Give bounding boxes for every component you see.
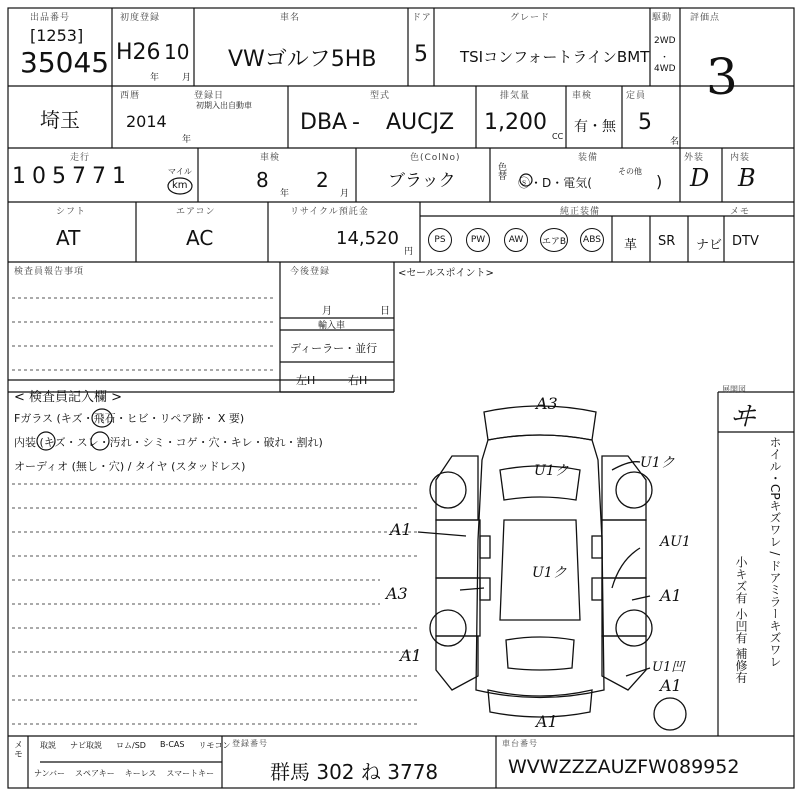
equip-aw: AW bbox=[504, 228, 528, 252]
import-label: 輸入車 bbox=[318, 321, 346, 331]
first-reg-month: 10 bbox=[164, 40, 190, 64]
sales-point-label: <セールスポイント> bbox=[398, 268, 494, 279]
first-reg-label: 初度登録 bbox=[120, 13, 161, 23]
features-other: その他 bbox=[618, 167, 642, 176]
inspector-line-glass: Fガラス (キズ・飛石・ヒビ・リペア跡・ X 要) bbox=[14, 412, 245, 425]
mileage-digit: 0 bbox=[32, 164, 46, 189]
color: ブラック bbox=[388, 171, 456, 191]
mark-right-rear-dent: U1凹 bbox=[652, 660, 685, 675]
reg-no: 群馬 302 ね 3778 bbox=[270, 760, 439, 784]
shift: AT bbox=[56, 226, 81, 250]
mark-right-rear-door: A1 bbox=[660, 586, 682, 605]
inspection-label: 車検 bbox=[260, 153, 281, 163]
footer-side-label: メモ bbox=[12, 740, 22, 758]
grade-label: グレード bbox=[510, 13, 551, 23]
equipment-label: 純正装備 bbox=[560, 207, 601, 217]
color-change-label: 色替 bbox=[496, 162, 506, 180]
inspect-month: 2 bbox=[316, 168, 329, 192]
footer-item: スマートキー bbox=[166, 769, 215, 778]
car-name-label: 車名 bbox=[280, 13, 301, 23]
mark-hood: U1ク bbox=[534, 463, 569, 479]
lot-bracket: [1253] bbox=[30, 26, 84, 45]
grade: TSIコンフォートラインBMT bbox=[460, 48, 650, 66]
dealer-parallel: ディーラー・並行 bbox=[290, 342, 378, 355]
drive-2wd: 2WD bbox=[654, 36, 676, 46]
model-label: 型式 bbox=[370, 91, 391, 101]
capacity: 5 bbox=[638, 110, 652, 135]
capacity-label: 定員 bbox=[626, 91, 647, 101]
mileage-unit-mile: マイル bbox=[168, 167, 192, 176]
mileage-digit: 1 bbox=[112, 164, 126, 189]
model-code-dash: - bbox=[352, 110, 360, 135]
first-reg-m: 月 bbox=[182, 73, 192, 83]
displacement: 1,200 bbox=[484, 110, 547, 135]
chassis-no: WVWZZZAUZFW089952 bbox=[508, 756, 740, 778]
equip-leather: 革 bbox=[624, 238, 638, 253]
footer-item: キーレス bbox=[124, 769, 157, 778]
cc-unit: CC bbox=[552, 132, 564, 141]
aircon-label: エアコン bbox=[176, 207, 216, 217]
exterior-grade: D bbox=[690, 164, 710, 192]
mileage-unit-km: km bbox=[172, 180, 188, 191]
mark-left-rear-door: A3 bbox=[386, 584, 408, 603]
mileage-digit: 7 bbox=[72, 164, 86, 189]
drive-label: 駆動 bbox=[652, 13, 673, 23]
side-handwritten: ヰ bbox=[730, 402, 757, 432]
inspect-m: 月 bbox=[340, 189, 350, 199]
model-year-label: 西暦 bbox=[120, 91, 141, 101]
left-hand: 左H bbox=[296, 374, 316, 387]
mileage-digit: 1 bbox=[12, 164, 26, 189]
model-year-suffix: 年 bbox=[182, 135, 192, 145]
mileage-digits bbox=[12, 164, 126, 189]
features-label: 装備 bbox=[578, 153, 599, 163]
equip-abs: ABS bbox=[580, 228, 604, 252]
mileage-digit: 7 bbox=[92, 164, 106, 189]
shift-label: シフト bbox=[56, 207, 87, 217]
exterior-label: 外装 bbox=[684, 153, 705, 163]
mark-right-fender: U1ク bbox=[640, 455, 675, 471]
memo-label: メモ bbox=[730, 207, 751, 217]
mark-left-rear: A1 bbox=[400, 646, 422, 665]
aircon: AC bbox=[186, 226, 214, 250]
capacity-unit: 名 bbox=[670, 137, 680, 147]
equip-dtv: DTV bbox=[732, 234, 759, 249]
first-reg-y: 年 bbox=[150, 73, 160, 83]
features-text: ⓢ・D・電気( bbox=[518, 176, 592, 190]
mileage-digit: 5 bbox=[52, 164, 66, 189]
drive-dot: ・ bbox=[660, 53, 670, 63]
model-year: 2014 bbox=[126, 112, 167, 131]
equip-pw: PW bbox=[466, 228, 490, 252]
score-handwritten: 3 bbox=[706, 48, 738, 106]
footer-item: 取説 bbox=[40, 741, 56, 750]
equip-airbag: エアB bbox=[540, 228, 568, 252]
mark-rear: A1 bbox=[536, 712, 558, 731]
score-label: 評価点 bbox=[690, 13, 721, 23]
lot-label: 出品番号 bbox=[30, 13, 71, 23]
equip-navi: ナビ bbox=[696, 238, 723, 253]
reg-no-label: 登録番号 bbox=[232, 739, 268, 748]
footer-items-bottom bbox=[34, 768, 214, 779]
inspector-line-audio: オーディオ (無し・穴) / タイヤ (スタッドレス) bbox=[14, 460, 246, 473]
recycle-unit: 円 bbox=[404, 247, 414, 257]
side-text: ホイル・CPキズワレ / ドアミラーキズワレ bbox=[768, 436, 782, 668]
reg-date-label: 登録日 bbox=[194, 91, 225, 101]
footer-item: B-CAS bbox=[159, 740, 185, 749]
mark-right-front-door: AU1 bbox=[660, 534, 691, 550]
mark-roof: U1ク bbox=[532, 565, 567, 581]
footer-item: リモコン bbox=[198, 741, 231, 750]
footer-item: ロム/SD bbox=[116, 741, 146, 750]
interior-grade: B bbox=[738, 164, 756, 192]
model-code-b: AUCJZ bbox=[386, 110, 455, 135]
location: 埼玉 bbox=[40, 108, 80, 132]
mileage-label: 走行 bbox=[70, 153, 91, 163]
equip-ps: PS bbox=[428, 228, 452, 252]
recycle-label: リサイクル預託金 bbox=[290, 207, 369, 217]
chassis-label: 車台番号 bbox=[502, 739, 538, 748]
first-reg-era: H26 bbox=[116, 40, 161, 65]
side-text-2: 小キズ有 小凹有 補修有 bbox=[734, 556, 748, 684]
mark-left-front-door: A1 bbox=[390, 520, 412, 539]
notes-label: 検査員報告事項 bbox=[14, 267, 85, 277]
footer-item: ナンバー bbox=[34, 769, 66, 778]
drive-4wd: 4WD bbox=[654, 64, 676, 74]
inspect-year: 8 bbox=[256, 168, 269, 192]
shaken-options: 有・無 bbox=[574, 119, 616, 135]
inspector-line-interior: 内装 (キズ・スレ・汚れ・シミ・コゲ・穴・キレ・破れ・割れ) bbox=[14, 436, 323, 449]
inspect-y: 年 bbox=[280, 189, 290, 199]
doors-label: ドア bbox=[412, 13, 432, 23]
reg-note: 初期入出自動車 bbox=[196, 101, 252, 110]
right-hand: 右H bbox=[348, 374, 368, 387]
mark-front: A3 bbox=[536, 394, 558, 413]
history-day: 日 bbox=[380, 306, 390, 317]
footer-items-top bbox=[40, 740, 230, 751]
model-code-a: DBA bbox=[300, 110, 348, 135]
car-name: VWゴルフ5HB bbox=[228, 47, 377, 72]
interior-label: 内装 bbox=[730, 153, 751, 163]
doors: 5 bbox=[414, 42, 428, 67]
color-label: 色(ColNo) bbox=[410, 153, 461, 163]
history-month: 月 bbox=[322, 306, 332, 317]
recycle-amount: 14,520 bbox=[336, 228, 399, 249]
inspector-label: < 検査員記入欄 > bbox=[14, 390, 123, 405]
footer-item: スペアキー bbox=[75, 769, 115, 778]
equip-sr: SR bbox=[658, 234, 676, 249]
history-label: 今後登録 bbox=[290, 267, 331, 277]
mark-right-rear: A1 bbox=[660, 676, 682, 695]
lot-number: 35045 bbox=[20, 46, 110, 79]
features-close: ) bbox=[656, 172, 663, 191]
footer-item: ナビ取説 bbox=[70, 741, 102, 750]
displacement-label: 排気量 bbox=[500, 91, 531, 101]
shaken-label: 車検 bbox=[572, 91, 593, 101]
diagram-label: 展開図 bbox=[722, 385, 746, 394]
